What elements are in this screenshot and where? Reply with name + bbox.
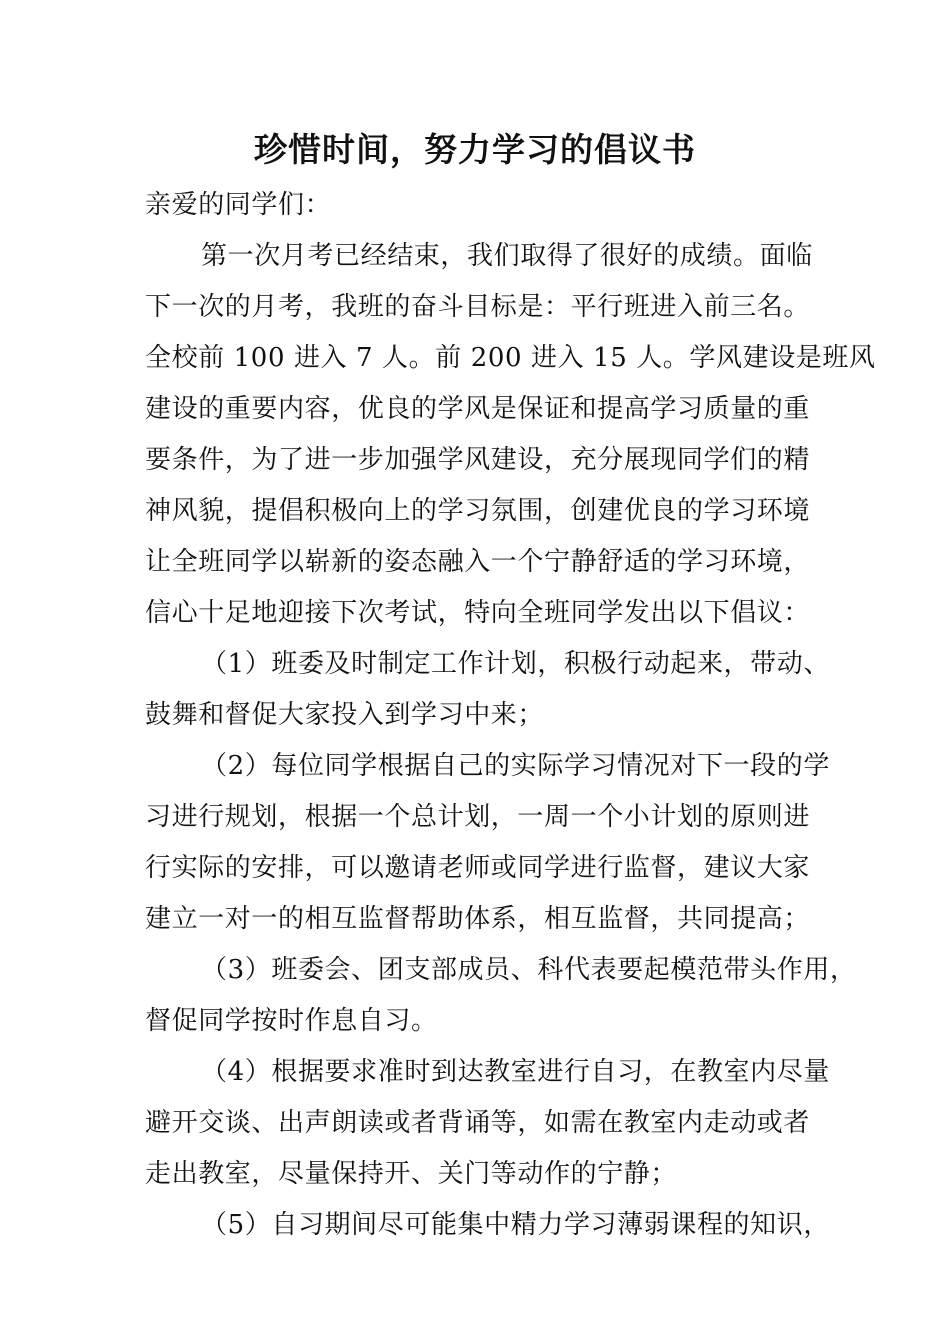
text-line: 第一次月考已经结束，我们取得了很好的成绩。面临 xyxy=(201,241,813,271)
greeting-line: 亲爱的同学们： xyxy=(145,190,332,220)
text-line: 下一次的月考，我班的奋斗目标是：平行班进入前三名。 xyxy=(145,292,811,322)
document-title: 珍惜时间，努力学习的倡议书 xyxy=(254,130,696,169)
text-line: （1）班委及时制定工作计划，积极行动起来，带动、 xyxy=(201,649,830,679)
document-body xyxy=(145,180,876,1251)
text-line: 行实际的安排，可以邀请老师或同学进行监督，建议大家 xyxy=(145,853,811,883)
text-line: 信心十足地迎接下次考试，特向全班同学发出以下倡议： xyxy=(145,598,811,628)
text-line: 督促同学按时作息自习。 xyxy=(145,1006,438,1036)
text-line: 建设的重要内容，优良的学风是保证和提高学习质量的重 xyxy=(145,394,811,424)
text-line: （3）班委会、团支部成员、科代表要起模范带头作用， xyxy=(201,955,857,985)
text-line: （4）根据要求准时到达教室进行自习，在教室内尽量 xyxy=(201,1057,830,1087)
text-line: 走出教室，尽量保持开、关门等动作的宁静； xyxy=(145,1159,678,1189)
paragraph-lines xyxy=(145,231,876,1251)
text-line: 让全班同学以崭新的姿态融入一个宁静舒适的学习环境， xyxy=(145,547,811,577)
text-line: 全校前 100 进入 7 人。前 200 进入 15 人。学风建设是班风 xyxy=(145,343,876,373)
text-line: 要条件，为了进一步加强学风建设，充分展现同学们的精 xyxy=(145,445,811,475)
text-line: 习进行规划，根据一个总计划，一周一个小计划的原则进 xyxy=(145,802,811,832)
text-line: 神风貌，提倡积极向上的学习氛围，创建优良的学习环境 xyxy=(145,496,811,526)
text-line: 避开交谈、出声朗读或者背诵等，如需在教室内走动或者 xyxy=(145,1108,811,1138)
text-line: 建立一对一的相互监督帮助体系，相互监督，共同提高； xyxy=(145,904,811,934)
text-line: （5）自习期间尽可能集中精力学习薄弱课程的知识， xyxy=(201,1210,830,1240)
text-line: （2）每位同学根据自己的实际学习情况对下一段的学 xyxy=(201,751,830,781)
text-line: 鼓舞和督促大家投入到学习中来； xyxy=(145,700,545,730)
